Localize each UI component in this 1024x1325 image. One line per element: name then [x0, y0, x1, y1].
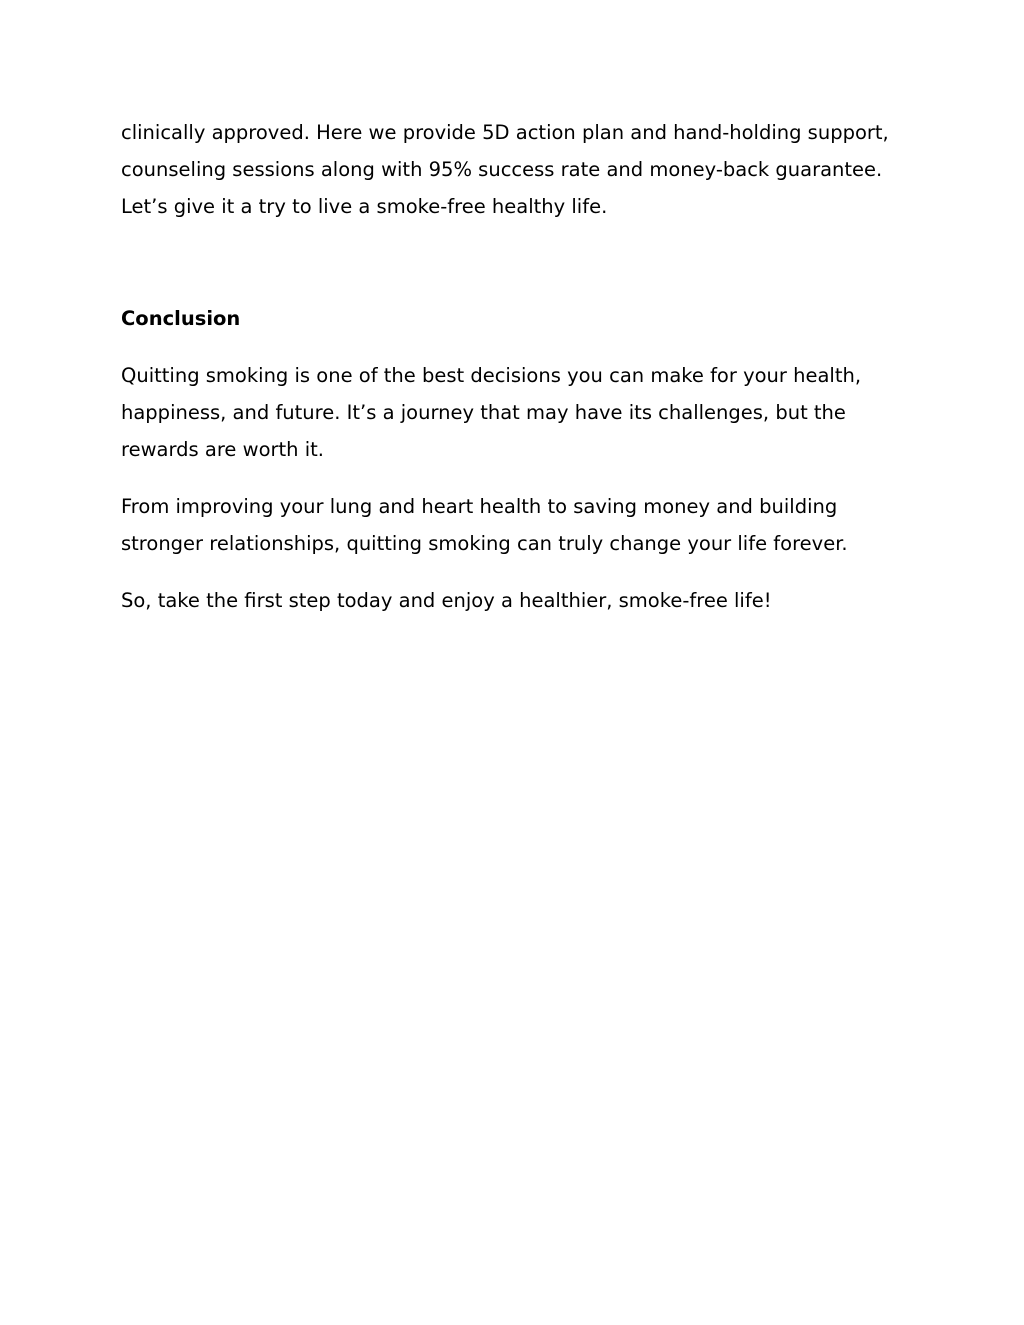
section-heading-conclusion: Conclusion	[121, 307, 241, 330]
section-spacer	[121, 225, 911, 300]
document-body	[121, 114, 911, 619]
intro-paragraph: clinically approved. Here we provide 5D action plan and hand-holding support, counseling sessions along with 95% success rate and money-back guarantee. Let’s give it a try to live a smoke-free healthy life.	[121, 121, 889, 218]
conclusion-paragraph-3: So, take the first step today and enjoy a healthier, smoke-free life!	[121, 589, 772, 612]
conclusion-paragraph-2: From improving your lung and heart health to saving money and building stronger relationships, quitting smoking can truly change your life forever.	[121, 495, 848, 555]
conclusion-paragraph-1: Quitting smoking is one of the best decisions you can make for your health, happiness, and future. It’s a journey that may have its challenges, but the rewards are worth it.	[121, 364, 862, 461]
